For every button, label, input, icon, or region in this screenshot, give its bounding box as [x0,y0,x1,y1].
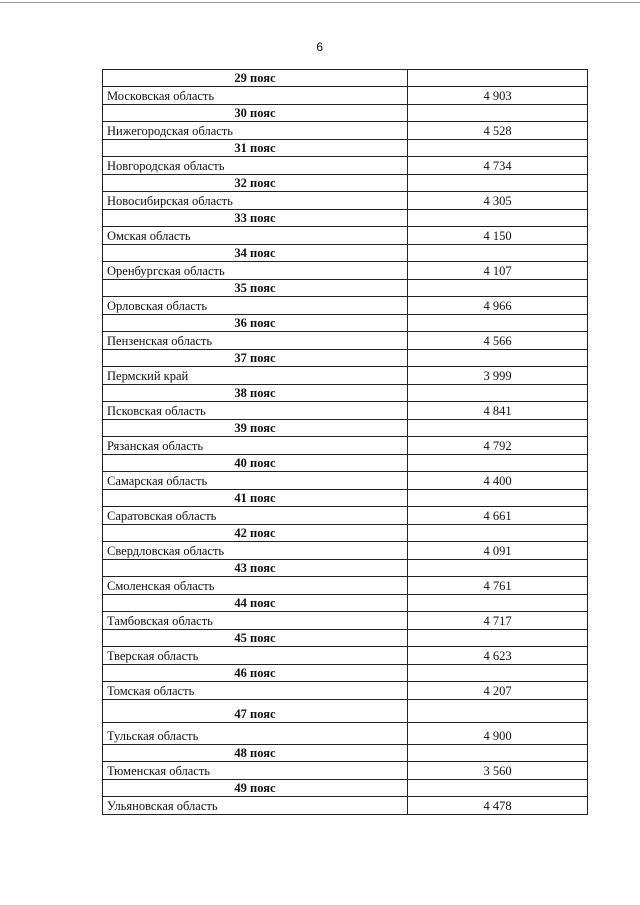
zone-empty-cell [408,70,588,87]
region-name: Смоленская область [103,577,408,595]
zone-label: 31 пояс [103,140,408,157]
zone-header-row [103,630,588,647]
zone-header-row [103,455,588,472]
region-name: Омская область [103,227,408,245]
zone-label: 36 пояс [103,315,408,332]
region-value: 4 841 [408,402,588,420]
zone-label: 37 пояс [103,350,408,367]
region-name: Новосибирская область [103,192,408,210]
zone-empty-cell [408,630,588,647]
page-top-border [0,2,640,3]
region-row [103,297,588,315]
region-row [103,762,588,780]
zone-label: 41 пояс [103,490,408,507]
region-value: 4 091 [408,542,588,560]
region-name: Оренбургская область [103,262,408,280]
zone-header-row [103,280,588,297]
region-name: Томская область [103,682,408,700]
region-row [103,87,588,105]
zone-empty-cell [408,140,588,157]
zone-label: 39 пояс [103,420,408,437]
zone-label: 34 пояс [103,245,408,262]
zone-empty-cell [408,665,588,682]
region-value: 4 107 [408,262,588,280]
zone-header-row [103,525,588,542]
region-name: Тамбовская область [103,612,408,630]
zone-header-row [103,490,588,507]
region-row [103,192,588,210]
zone-header-row [103,780,588,797]
zone-empty-cell [408,780,588,797]
region-row [103,507,588,525]
region-name: Нижегородская область [103,122,408,140]
region-value: 4 305 [408,192,588,210]
region-name: Тульская область [103,723,408,745]
zone-label: 35 пояс [103,280,408,297]
region-row [103,577,588,595]
zone-label: 30 пояс [103,105,408,122]
zone-empty-cell [408,455,588,472]
zone-header-row [103,350,588,367]
region-value: 4 150 [408,227,588,245]
zone-label: 43 пояс [103,560,408,577]
region-name: Ульяновская область [103,797,408,815]
zone-empty-cell [408,175,588,192]
region-name: Новгородская область [103,157,408,175]
region-value: 4 900 [408,723,588,745]
zone-label: 49 пояс [103,780,408,797]
region-value: 4 792 [408,437,588,455]
region-row [103,122,588,140]
zone-empty-cell [408,350,588,367]
zone-header-row [103,210,588,227]
zone-empty-cell [408,105,588,122]
zone-header-row [103,385,588,402]
region-name: Рязанская область [103,437,408,455]
zone-table [102,69,588,815]
region-name: Свердловская область [103,542,408,560]
region-row [103,723,588,745]
region-name: Пермский край [103,367,408,385]
zone-empty-cell [408,700,588,723]
region-value: 4 966 [408,297,588,315]
region-name: Орловская область [103,297,408,315]
region-row [103,682,588,700]
zone-label: 44 пояс [103,595,408,612]
region-row [103,647,588,665]
region-row [103,797,588,815]
zone-header-row [103,315,588,332]
zone-empty-cell [408,595,588,612]
region-name: Самарская область [103,472,408,490]
region-name: Пензенская область [103,332,408,350]
zone-empty-cell [408,315,588,332]
region-name: Тверская область [103,647,408,665]
region-value: 3 999 [408,367,588,385]
zone-header-row [103,105,588,122]
zone-header-row [103,595,588,612]
zone-empty-cell [408,490,588,507]
region-value: 4 903 [408,87,588,105]
region-row [103,157,588,175]
region-row [103,332,588,350]
region-value: 4 478 [408,797,588,815]
zone-header-row [103,420,588,437]
zone-header-row [103,70,588,87]
region-value: 4 528 [408,122,588,140]
region-value: 4 734 [408,157,588,175]
region-value: 3 560 [408,762,588,780]
region-value: 4 566 [408,332,588,350]
region-value: 4 400 [408,472,588,490]
zone-label: 48 пояс [103,745,408,762]
region-row [103,612,588,630]
zone-header-row [103,560,588,577]
region-row [103,472,588,490]
zone-label: 38 пояс [103,385,408,402]
region-row [103,367,588,385]
zone-empty-cell [408,245,588,262]
region-value: 4 623 [408,647,588,665]
zone-header-row [103,245,588,262]
region-name: Тюменская область [103,762,408,780]
zone-empty-cell [408,745,588,762]
region-name: Саратовская область [103,507,408,525]
region-row [103,437,588,455]
zone-table-body [103,70,588,815]
zone-empty-cell [408,210,588,227]
zone-label: 42 пояс [103,525,408,542]
zone-empty-cell [408,280,588,297]
region-value: 4 717 [408,612,588,630]
region-value: 4 761 [408,577,588,595]
region-row [103,227,588,245]
zone-label: 33 пояс [103,210,408,227]
zone-empty-cell [408,525,588,542]
zone-header-row [103,700,588,723]
region-row [103,262,588,280]
region-name: Московская область [103,87,408,105]
zone-empty-cell [408,560,588,577]
zone-header-row [103,665,588,682]
zone-label: 32 пояс [103,175,408,192]
region-name: Псковская область [103,402,408,420]
region-row [103,542,588,560]
zone-empty-cell [408,385,588,402]
zone-header-row [103,140,588,157]
page-number: 6 [316,40,324,54]
region-value: 4 207 [408,682,588,700]
zone-label: 47 пояс [103,700,408,723]
zone-empty-cell [408,420,588,437]
zone-label: 40 пояс [103,455,408,472]
region-value: 4 661 [408,507,588,525]
zone-label: 45 пояс [103,630,408,647]
zone-header-row [103,175,588,192]
zone-header-row [103,745,588,762]
region-row [103,402,588,420]
zone-label: 46 пояс [103,665,408,682]
zone-label: 29 пояс [103,70,408,87]
